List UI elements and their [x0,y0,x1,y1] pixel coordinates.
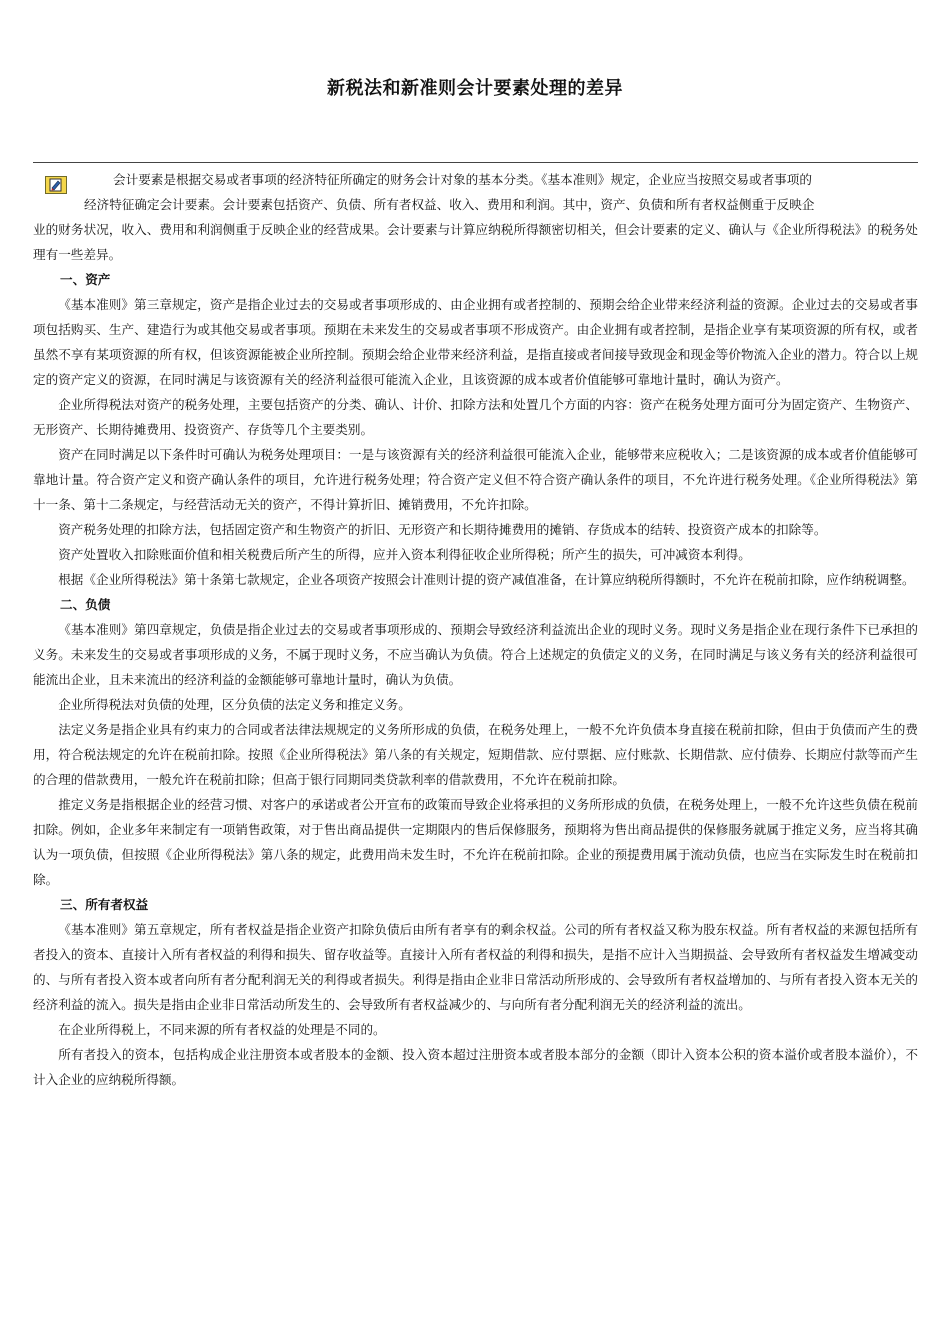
intro-rest: 业的财务状况，收入、费用和利润侧重于反映企业的经营成果。会计要素与计算应纳税所得额密切相关，但会计要素的定义、确认与《企业所得税法》的税务处理有一些差异。 [33,222,918,262]
liabilities-paragraph-3: 法定义务是指企业具有约束力的合同或者法律法规规定的义务所形成的负债，在税务处理上，一般不允许负债本身直接在税前扣除，但由于负债而产生的费用，符合税法规定的允许在税前扣除。按照《企业所得税法》第八条的有关规定，短期借款、应付票据、应付账款、长期借款、应付债券、长期应付款等而产生的合理的借款费用，一般允许在税前扣除；但高于银行同期同类贷款利率的借款费用，不允许在税前扣除。 [33,722,918,787]
assets-paragraph-1: 《基本准则》第三章规定，资产是指企业过去的交易或者事项形成的、由企业拥有或者控制的、预期会给企业带来经济利益的资源。企业过去的交易或者事项包括购买、生产、建造行为或其他交易或者事项。预期在未来发生的交易或者事项不形成资产。由企业拥有或者控制，是指企业享有某项资源的所有权，或者虽然不享有某项资源的所有权，但该资源能被企业所控制。预期会给企业带来经济利益，是指直接或者间接导致现金和现金等价物流入企业的潜力。符合以上规定的资产定义的资源，在同时满足与该资源有关的经济利益很可能流入企业，且该资源的成本或者价值能够可靠地计量时，确认为资产。 [33,297,918,387]
assets-paragraph-3: 资产在同时满足以下条件时可确认为税务处理项目：一是与该资源有关的经济利益很可能流入企业，能够带来应税收入；二是该资源的成本或者价值能够可靠地计量。符合资产定义和资产确认条件的项目，允许进行税务处理；符合资产定义但不符合资产确认条件的项目，不允许进行税务处理。《企业所得税法》第十一条、第十二条规定，与经营活动无关的资产，不得计算折旧、摊销费用，不允许扣除。 [33,447,918,512]
assets-paragraph-5: 资产处置收入扣除账面价值和相关税费后所产生的所得，应并入资本利得征收企业所得税；所产生的损失，可冲减资本利得。 [58,547,751,562]
document-title: 新税法和新准则会计要素处理的差异 [327,78,623,99]
section-heading-liabilities: 二、负债 [60,597,111,612]
assets-paragraph-2: 企业所得税法对资产的税务处理，主要包括资产的分类、确认、计价、扣除方法和处置几个方面的内容：资产在税务处理方面可分为固定资产、生物资产、无形资产、长期待摊费用、投资资产、存货等几个主要类别。 [33,397,918,437]
assets-paragraph-4: 资产税务处理的扣除方法，包括固定资产和生物资产的折旧、无形资产和长期待摊费用的摊销、存货成本的结转、投资资产成本的扣除等。 [58,522,827,537]
equity-paragraph-3: 所有者投入的资本，包括构成企业注册资本或者股本的金额、投入资本超过注册资本或者股本部分的金额（即计入资本公积的资本溢价或者股本溢价），不计入企业的应纳税所得额。 [33,1047,918,1087]
title-divider [33,162,918,163]
section-heading-assets: 一、资产 [60,272,111,287]
section-heading-equity: 三、所有者权益 [60,897,149,912]
intro-line-2: 经济特征确定会计要素。会计要素包括资产、负债、所有者权益、收入、费用和利润。其中，资产、负债和所有者权益侧重于反映企 [84,197,815,212]
liabilities-paragraph-1: 《基本准则》第四章规定，负债是指企业过去的交易或者事项形成的、预期会导致经济利益流出企业的现时义务。现时义务是指企业在现行条件下已承担的义务。未来发生的交易或者事项形成的义务，不属于现时义务，不应当确认为负债。符合上述规定的负债定义的义务，在同时满足与该义务有关的经济利益很可能流出企业，且未来流出的经济利益的金额能够可靠地计量时，确认为负债。 [33,622,918,687]
intro-line-1: 会计要素是根据交易或者事项的经济特征所确定的财务会计对象的基本分类。《基本准则》规定，企业应当按照交易或者事项的 [113,172,812,187]
intro-paragraph [33,167,918,267]
equity-paragraph-2: 在企业所得税上，不同来源的所有者权益的处理是不同的。 [58,1022,386,1037]
document-body [33,167,918,1092]
liabilities-paragraph-2: 企业所得税法对负债的处理，区分负债的法定义务和推定义务。 [58,697,411,712]
liabilities-paragraph-4: 推定义务是指根据企业的经营习惯、对客户的承诺或者公开宣布的政策而导致企业将承担的义务所形成的负债，在税务处理上，一般不允许这些负债在税前扣除。例如，企业多年来制定有一项销售政策，对于售出商品提供一定期限内的售后保修服务，预期将为售出商品提供的保修服务就属于推定义务，应当将其确认为一项负债，但按照《企业所得税法》第八条的规定，此费用尚未发生时，不允许在税前扣除。企业的预提费用属于流动负债，也应当在实际发生时在税前扣除。 [33,797,918,887]
assets-paragraph-6: 根据《企业所得税法》第十条第七款规定，企业各项资产按照会计准则计提的资产减值准备，在计算应纳税所得额时，不允许在税前扣除，应作纳税调整。 [58,572,915,587]
equity-paragraph-1: 《基本准则》第五章规定，所有者权益是指企业资产扣除负债后由所有者享有的剩余权益。公司的所有者权益又称为股东权益。所有者权益的来源包括所有者投入的资本、直接计入所有者权益的利得和损失、留存收益等。直接计入所有者权益的利得和损失，是指不应计入当期损益、会导致所有者权益发生增减变动的、与所有者投入资本或者向所有者分配利润无关的利得或者损失。利得是指由企业非日常活动所形成的、会导致所有者权益增加的、与所有者投入资本无关的经济利益的流入。损失是指由企业非日常活动所发生的、会导致所有者权益减少的、与向所有者分配利润无关的经济利益的流出。 [33,922,918,1012]
